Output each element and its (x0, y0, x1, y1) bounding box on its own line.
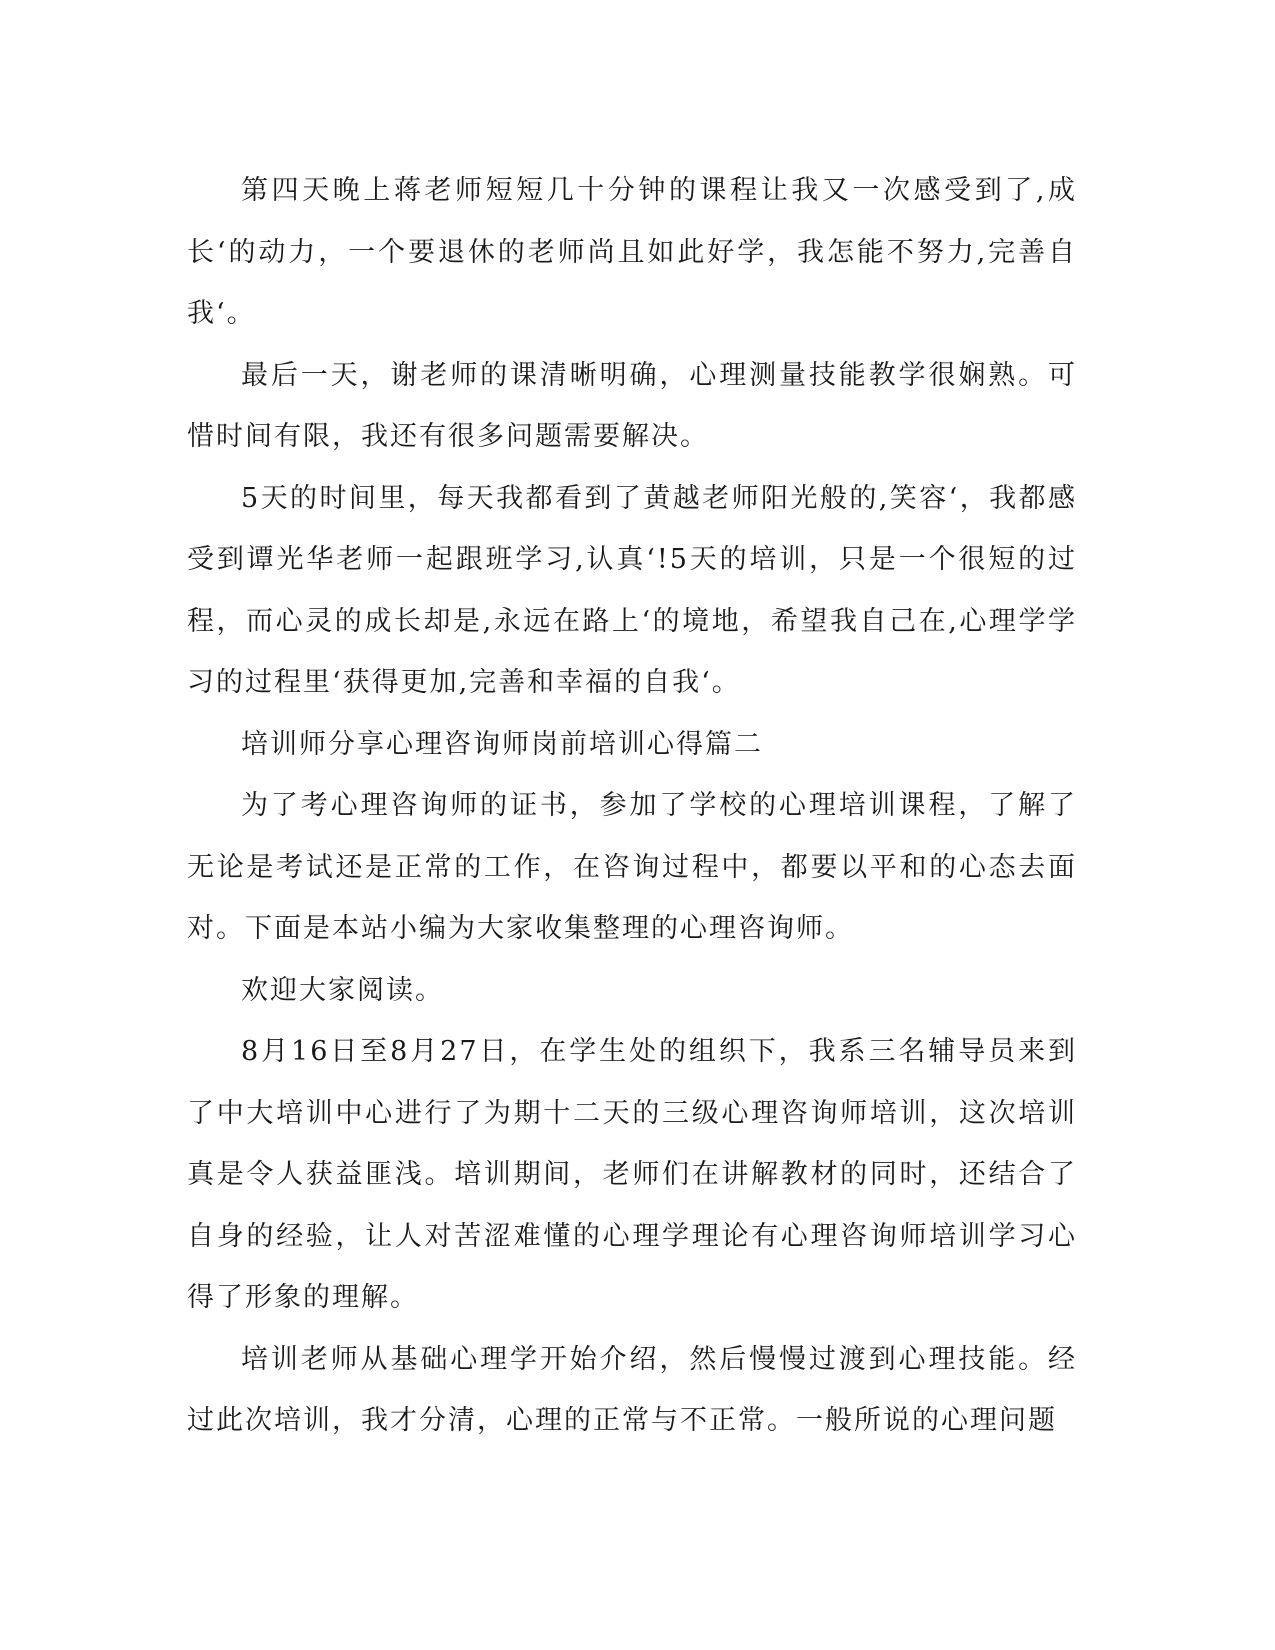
paragraph-five-days: 5天的时间里，每天我都看到了黄越老师阳光般的,笑容‘，我都感受到谭光华老师一起跟班学习,认真‘!5天的培训，只是一个很短的过程，而心灵的成长却是,永远在路上‘的境地，希望我自己在,心理学学习的过程里‘获得更加,完善和幸福的自我‘。 (187, 482, 1077, 698)
document-body (187, 160, 1077, 1452)
paragraph-training-dates: 8月16日至8月27日，在学生处的组织下，我系三名辅导员来到了中大培训中心进行了为期十二天的三级心理咨询师培训，这次培训真是令人获益匪浅。培训期间，老师们在讲解教材的同时，还结合了自身的经验，让人对苦涩难懂的心理学理论有心理咨询师培训学习心得了形象的理解。 (187, 1036, 1077, 1313)
paragraph-training-content: 培训老师从基础心理学开始介绍，然后慢慢过渡到心理技能。经过此次培训，我才分清，心理的正常与不正常。一般所说的心理问题 (187, 1343, 1077, 1436)
paragraph-intro: 为了考心理咨询师的证书，参加了学校的心理培训课程，了解了无论是考试还是正常的工作，在咨询过程中，都要以平和的心态去面对。下面是本站小编为大家收集整理的心理咨询师。 (187, 790, 1077, 944)
paragraph-last-day: 最后一天，谢老师的课清晰明确，心理测量技能教学很娴熟。可惜时间有限，我还有很多问题需要解决。 (187, 359, 1077, 452)
paragraph-welcome: 欢迎大家阅读。 (241, 974, 444, 1006)
section-heading: 培训师分享心理咨询师岗前培训心得篇二 (241, 728, 763, 760)
paragraph-day-four: 第四天晚上蒋老师短短几十分钟的课程让我又一次感受到了,成长‘的动力，一个要退休的老师尚且如此好学，我怎能不努力,完善自我‘。 (187, 175, 1077, 329)
